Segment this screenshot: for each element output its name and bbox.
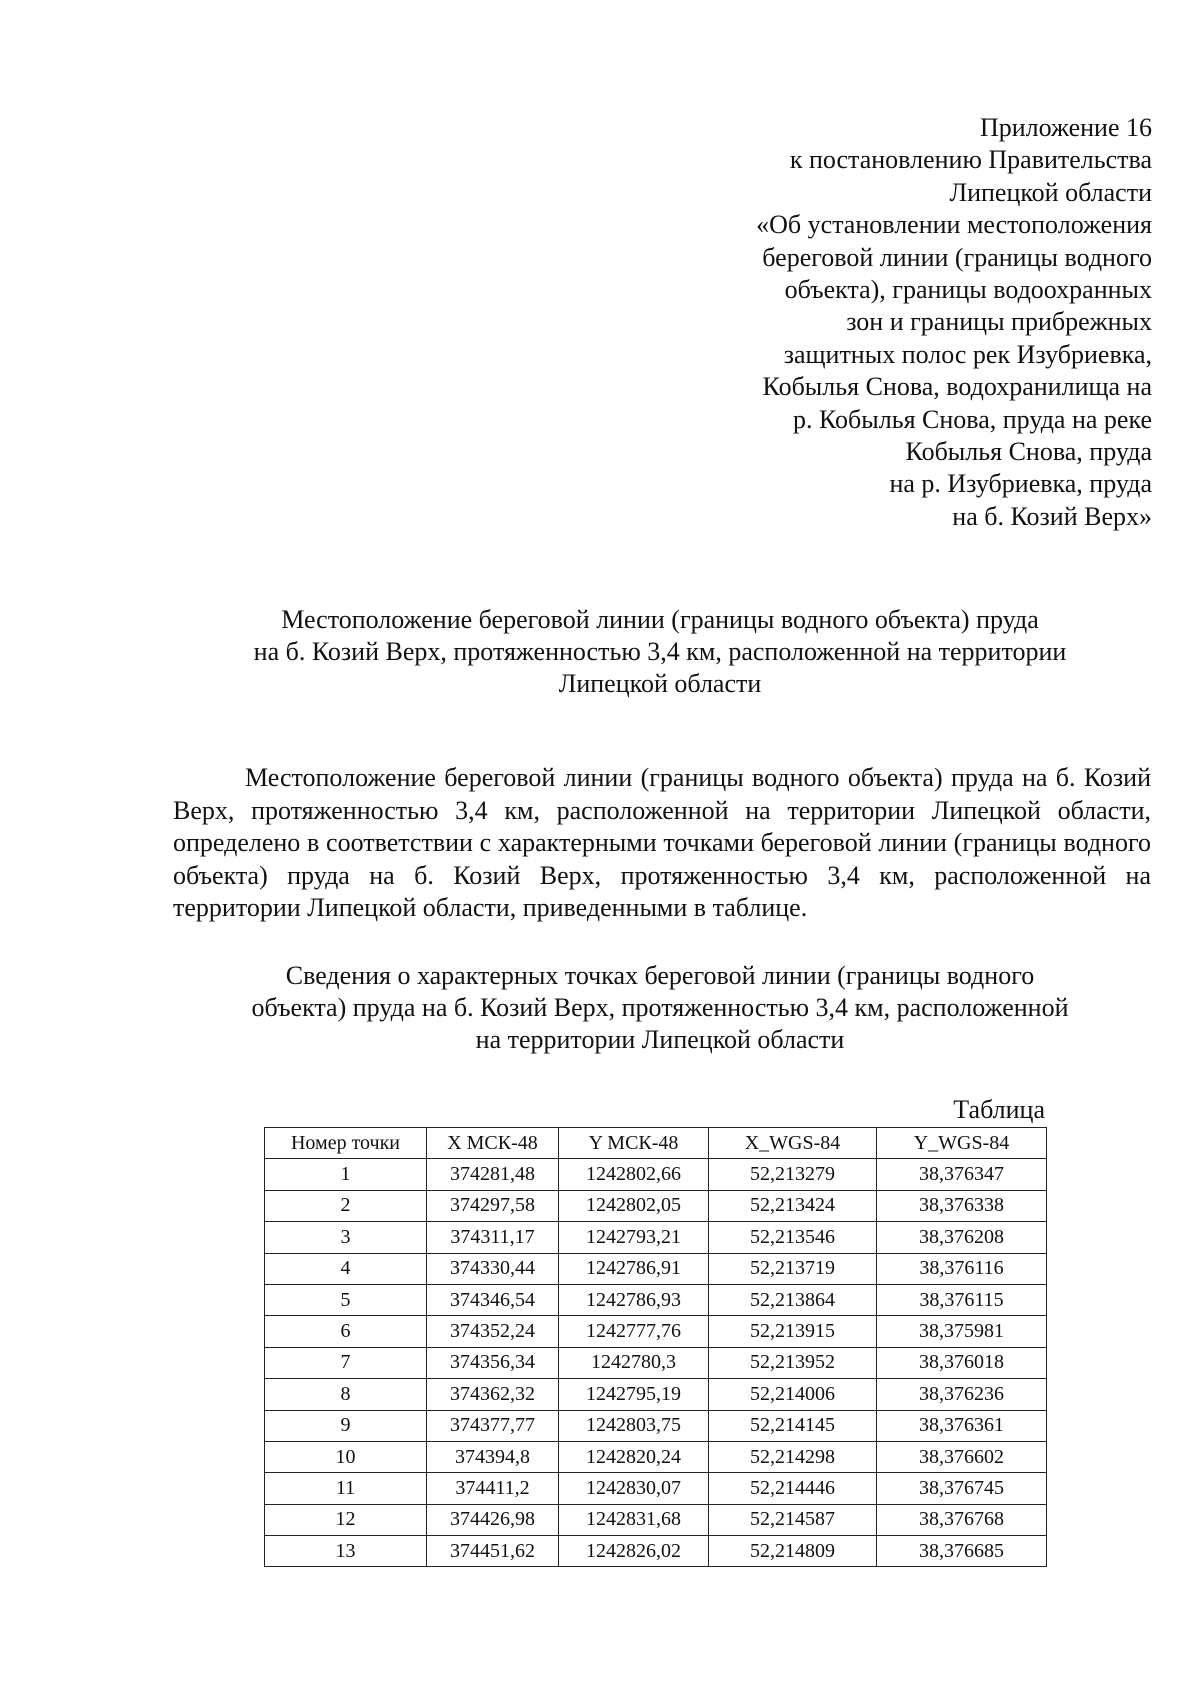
cell-x-msk48: 374297,58	[427, 1190, 559, 1221]
cell-y-msk48: 1242830,07	[559, 1473, 709, 1504]
appendix-line: Приложение 16	[979, 113, 1152, 142]
cell-point-number: 10	[265, 1441, 427, 1472]
table-row	[265, 1441, 1047, 1472]
header-point-number: Номер точки	[265, 1128, 427, 1159]
table-row	[265, 1473, 1047, 1504]
appendix-line: Кобылья Снова, водохранилища на	[762, 372, 1152, 402]
cell-y-wgs84: 38,376685	[877, 1536, 1047, 1567]
cell-x-wgs84: 52,214587	[709, 1504, 877, 1535]
cell-x-msk48: 374330,44	[427, 1253, 559, 1284]
cell-y-wgs84: 38,376116	[877, 1253, 1047, 1284]
table-row	[265, 1316, 1047, 1347]
table-row	[265, 1379, 1047, 1410]
cell-x-wgs84: 52,214809	[709, 1536, 877, 1567]
cell-x-msk48: 374356,34	[427, 1347, 559, 1378]
table-row	[265, 1536, 1047, 1567]
cell-y-msk48: 1242793,21	[559, 1222, 709, 1253]
cell-y-wgs84: 38,376236	[877, 1379, 1047, 1410]
cell-point-number: 3	[265, 1222, 427, 1253]
cell-x-msk48: 374426,98	[427, 1504, 559, 1535]
cell-y-wgs84: 38,376208	[877, 1222, 1047, 1253]
appendix-line: к постановлению Правительства	[789, 145, 1152, 175]
cell-y-wgs84: 38,375981	[877, 1316, 1047, 1347]
cell-x-wgs84: 52,213424	[709, 1190, 877, 1221]
document-title	[170, 604, 1150, 700]
cell-x-wgs84: 52,214298	[709, 1441, 877, 1472]
header-y-wgs84: Y_WGS-84	[877, 1128, 1047, 1159]
cell-point-number: 13	[265, 1536, 427, 1567]
cell-y-wgs84: 38,376347	[877, 1159, 1047, 1190]
cell-x-wgs84: 52,214006	[709, 1379, 877, 1410]
table-row	[265, 1410, 1047, 1441]
cell-y-wgs84: 38,376745	[877, 1473, 1047, 1504]
table-header-row	[265, 1128, 1047, 1159]
cell-x-msk48: 374377,77	[427, 1410, 559, 1441]
table-row	[265, 1284, 1047, 1315]
appendix-line: «Об установлении местоположения	[756, 210, 1152, 240]
cell-y-msk48: 1242831,68	[559, 1504, 709, 1535]
cell-point-number: 11	[265, 1473, 427, 1504]
cell-y-wgs84: 38,376115	[877, 1284, 1047, 1315]
cell-x-msk48: 374281,48	[427, 1159, 559, 1190]
table-label: Таблица	[953, 1095, 1045, 1124]
cell-x-msk48: 374362,32	[427, 1379, 559, 1410]
cell-x-msk48: 374394,8	[427, 1441, 559, 1472]
cell-x-wgs84: 52,213864	[709, 1284, 877, 1315]
appendix-line: защитных полос рек Изубриевка,	[783, 339, 1152, 369]
cell-point-number: 1	[265, 1159, 427, 1190]
header-x-msk48: X МСК-48	[427, 1128, 559, 1159]
appendix-line: на б. Козий Верх»	[952, 501, 1152, 531]
header-y-msk48: Y МСК-48	[559, 1128, 709, 1159]
table-row	[265, 1504, 1047, 1535]
appendix-line: Липецкой области	[949, 177, 1152, 207]
cell-y-msk48: 1242786,91	[559, 1253, 709, 1284]
appendix-line: р. Кобылья Снова, пруда на реке	[793, 404, 1152, 434]
appendix-line: Кобылья Снова, пруда	[905, 437, 1152, 467]
cell-y-msk48: 1242786,93	[559, 1284, 709, 1315]
appendix-line: объекта), границы водоохранных	[784, 275, 1152, 305]
cell-x-msk48: 374451,62	[427, 1536, 559, 1567]
cell-y-msk48: 1242820,24	[559, 1441, 709, 1472]
cell-x-wgs84: 52,214446	[709, 1473, 877, 1504]
cell-point-number: 4	[265, 1253, 427, 1284]
cell-y-msk48: 1242780,3	[559, 1347, 709, 1378]
table-row	[265, 1159, 1047, 1190]
appendix-line: береговой линии (границы водного	[762, 242, 1152, 272]
table-title-line: объекта) пруда на б. Козий Верх, протяженностью 3,4 км, расположенной	[251, 993, 1069, 1022]
cell-point-number: 6	[265, 1316, 427, 1347]
cell-y-msk48: 1242826,02	[559, 1536, 709, 1567]
coordinates-table	[264, 1127, 1047, 1567]
appendix-line: зон и границы прибрежных	[846, 307, 1152, 337]
title-line: Липецкой области	[558, 669, 762, 698]
cell-x-msk48: 374352,24	[427, 1316, 559, 1347]
table-body	[265, 1159, 1047, 1567]
cell-y-msk48: 1242802,05	[559, 1190, 709, 1221]
cell-x-wgs84: 52,213546	[709, 1222, 877, 1253]
cell-y-msk48: 1242777,76	[559, 1316, 709, 1347]
appendix-header	[612, 112, 1152, 533]
table-row	[265, 1347, 1047, 1378]
cell-x-msk48: 374346,54	[427, 1284, 559, 1315]
cell-x-wgs84: 52,213279	[709, 1159, 877, 1190]
cell-y-wgs84: 38,376018	[877, 1347, 1047, 1378]
cell-x-msk48: 374311,17	[427, 1222, 559, 1253]
title-line: на б. Козий Верх, протяженностью 3,4 км, расположенной на территории	[253, 637, 1067, 666]
cell-y-msk48: 1242795,19	[559, 1379, 709, 1410]
table-title	[170, 960, 1150, 1056]
cell-y-wgs84: 38,376338	[877, 1190, 1047, 1221]
cell-point-number: 2	[265, 1190, 427, 1221]
cell-x-wgs84: 52,213915	[709, 1316, 877, 1347]
cell-point-number: 9	[265, 1410, 427, 1441]
table-row	[265, 1190, 1047, 1221]
cell-x-wgs84: 52,213952	[709, 1347, 877, 1378]
table-row	[265, 1222, 1047, 1253]
table-title-line: на территории Липецкой области	[475, 1025, 845, 1054]
table-row	[265, 1253, 1047, 1284]
cell-x-wgs84: 52,213719	[709, 1253, 877, 1284]
appendix-line: на р. Изубриевка, пруда	[889, 469, 1152, 499]
header-x-wgs84: X_WGS-84	[709, 1128, 877, 1159]
cell-y-wgs84: 38,376361	[877, 1410, 1047, 1441]
body-paragraph: Местоположение береговой линии (границы водного объекта) пруда на б. Козий Верх, протяженностью 3,4 км, расположенной на территории Липецкой области, определено в соответствии с характерными точками береговой линии (границы водного объекта) пруда на б. Козий Верх, протяженностью 3,4 км, расположенной на территории Липецкой области, приведенными в таблице.	[173, 763, 1151, 922]
cell-y-msk48: 1242802,66	[559, 1159, 709, 1190]
cell-y-wgs84: 38,376602	[877, 1441, 1047, 1472]
cell-point-number: 7	[265, 1347, 427, 1378]
cell-y-wgs84: 38,376768	[877, 1504, 1047, 1535]
cell-point-number: 8	[265, 1379, 427, 1410]
cell-point-number: 5	[265, 1284, 427, 1315]
cell-x-msk48: 374411,2	[427, 1473, 559, 1504]
title-line: Местоположение береговой линии (границы водного объекта) пруда	[281, 605, 1039, 634]
cell-x-wgs84: 52,214145	[709, 1410, 877, 1441]
table-title-line: Сведения о характерных точках береговой линии (границы водного	[285, 961, 1035, 990]
cell-point-number: 12	[265, 1504, 427, 1535]
cell-y-msk48: 1242803,75	[559, 1410, 709, 1441]
